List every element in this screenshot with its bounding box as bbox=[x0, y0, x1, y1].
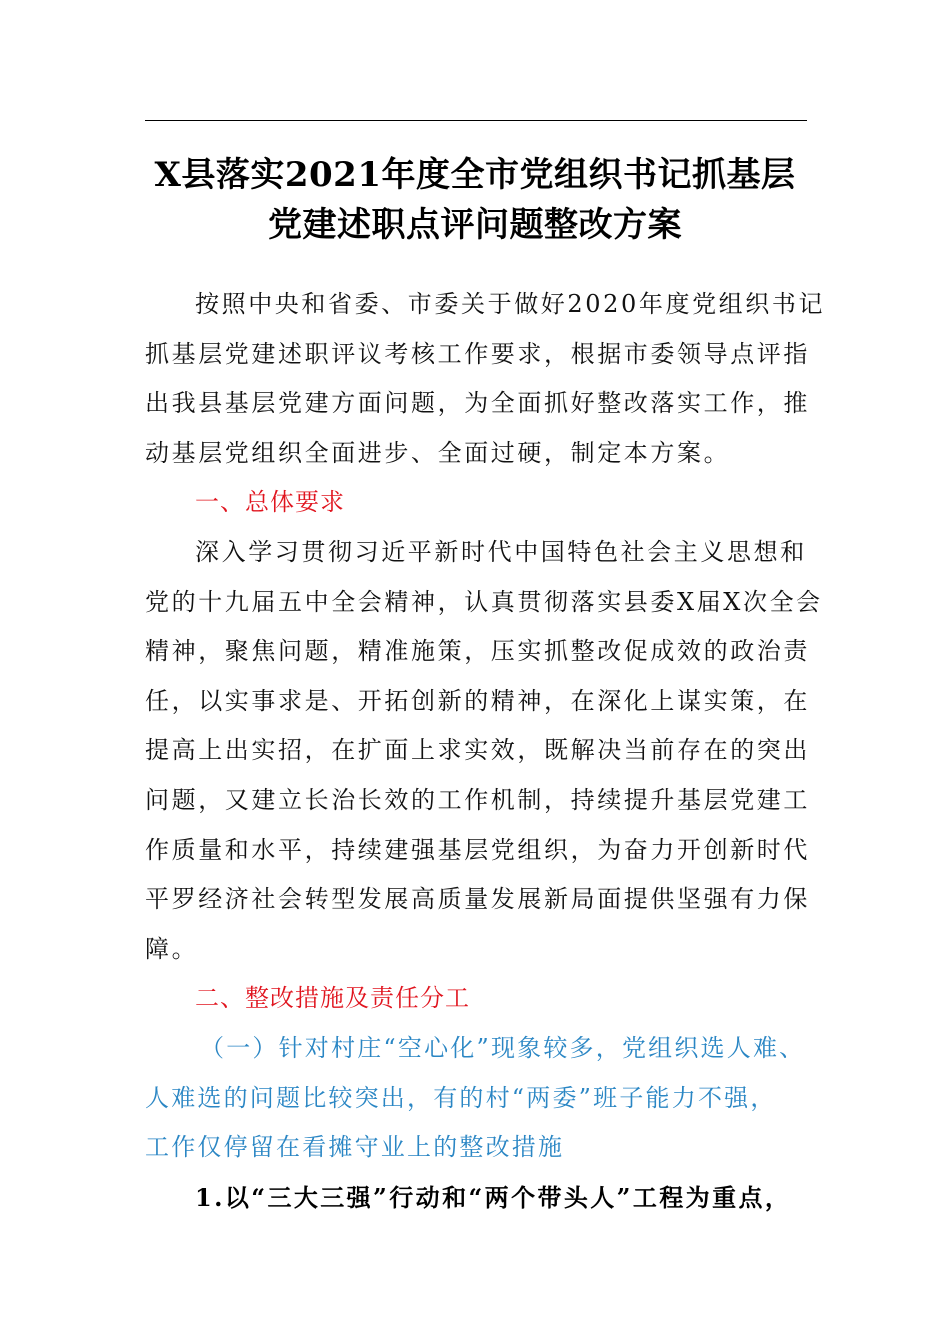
section-1-line: 障。 bbox=[145, 934, 199, 963]
item-1: 1.以“三大三强”行动和“两个带头人”工程为重点， bbox=[195, 1182, 792, 1212]
subsection-1-line: 工作仅停留在看摊守业上的整改措施 bbox=[145, 1133, 565, 1162]
intro-line: 出我县基层党建方面问题，为全面抓好整改落实工作，推 bbox=[145, 389, 810, 418]
intro-paragraph bbox=[145, 280, 826, 478]
section-2-heading: 二、整改措施及责任分工 bbox=[195, 984, 470, 1013]
intro-line: 抓基层党建述职评议考核工作要求，根据市委领导点评指 bbox=[145, 339, 810, 368]
document-body bbox=[145, 280, 826, 1222]
intro-line: 按照中央和省委、市委关于做好2020年度党组织书记 bbox=[195, 290, 826, 318]
document-title bbox=[140, 150, 810, 250]
subsection-1-line: 人难选的问题比较突出，有的村“两委”班子能力不强， bbox=[145, 1083, 777, 1112]
section-1-heading: 一、总体要求 bbox=[195, 488, 345, 517]
section-1-line: 平罗经济社会转型发展高质量发展新局面提供坚强有力保 bbox=[145, 885, 810, 914]
title-line-2: 党建述职点评问题整改方案 bbox=[268, 205, 682, 245]
section-1-line: 问题，又建立长治长效的工作机制，持续提升基层党建工 bbox=[145, 785, 810, 814]
section-1-line: 精神，聚焦问题，精准施策，压实抓整改促成效的政治责 bbox=[145, 637, 810, 666]
section-1-line: 党的十九届五中全会精神，认真贯彻落实县委X届X次全会 bbox=[145, 587, 823, 616]
section-1-line: 任，以实事求是、开拓创新的精神，在深化上谋实策，在 bbox=[145, 686, 810, 715]
section-1-paragraph bbox=[145, 528, 823, 974]
section-1-line: 作质量和水平，持续建强基层党组织，为奋力开创新时代 bbox=[145, 835, 810, 864]
title-line-1: X县落实2021年度全市党组织书记抓基层 bbox=[154, 155, 796, 195]
intro-line: 动基层党组织全面进步、全面过硬，制定本方案。 bbox=[145, 438, 731, 467]
subsection-1-heading bbox=[145, 1024, 815, 1173]
section-1-line: 深入学习贯彻习近平新时代中国特色社会主义思想和 bbox=[195, 537, 807, 566]
header-rule bbox=[145, 120, 807, 121]
subsection-1-line: （一）针对村庄“空心化”现象较多，党组织选人难、 bbox=[200, 1033, 806, 1062]
section-1-line: 提高上出实招，在扩面上求实效，既解决当前存在的突出 bbox=[145, 736, 810, 765]
